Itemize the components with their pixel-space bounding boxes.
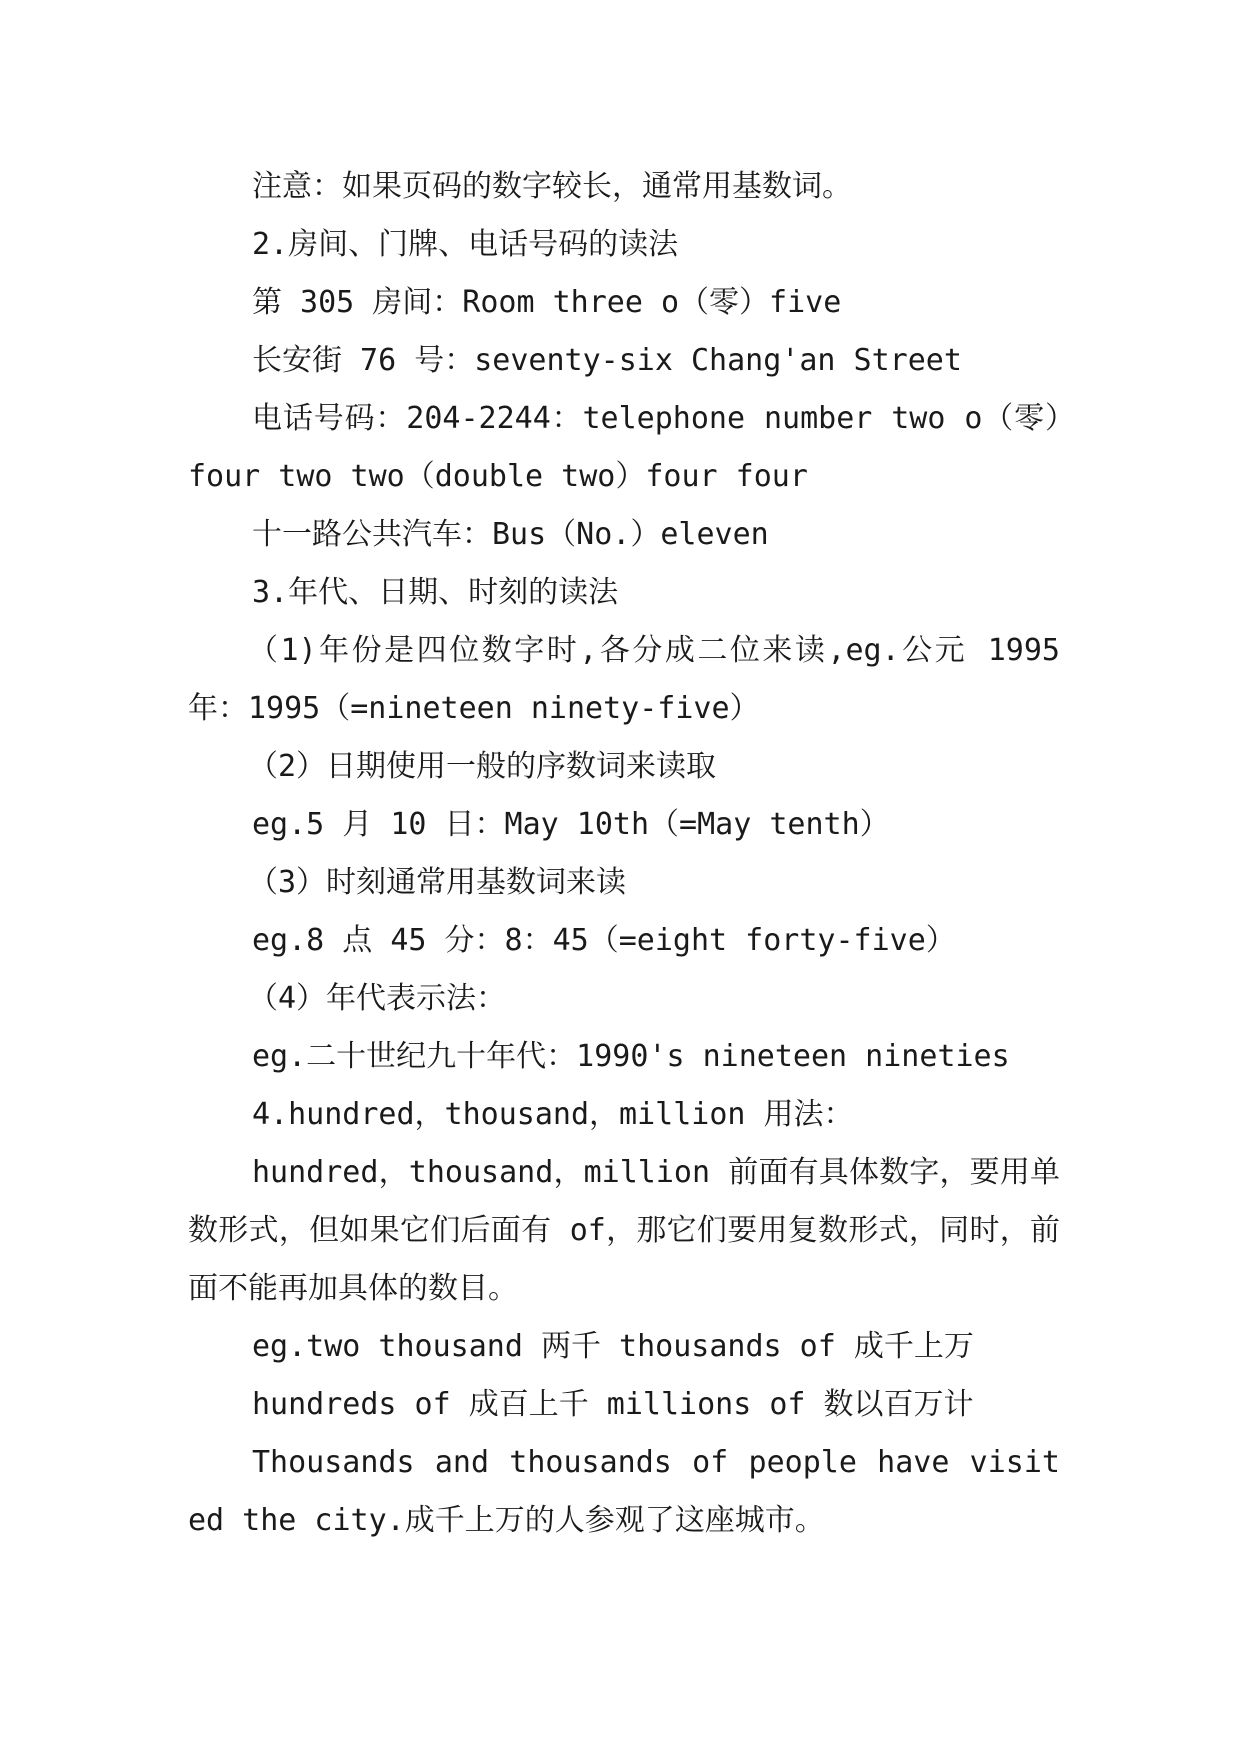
heading-hundred-thousand-million: 4.hundred，thousand，million 用法： — [252, 1097, 854, 1132]
paragraph-time-example: eg.8 点 45 分：8：45（=eight forty-five） — [252, 923, 956, 958]
paragraph-room-number: 第 305 房间：Room three o（零）five — [252, 285, 842, 320]
paragraph-date-example: eg.5 月 10 日：May 10th（=May tenth） — [252, 807, 890, 842]
paragraph-decade-example: eg.二十世纪九十年代：1990's nineteen nineties — [252, 1039, 1010, 1074]
paragraph-year-reading: （1)年份是四位数字时,各分成二位来读,eg.公元 1995 年：1995（=nineteen ninety-five） — [188, 633, 1060, 726]
document-body — [188, 158, 1060, 1550]
paragraph-time-reading: （3）时刻通常用基数词来读 — [248, 865, 627, 900]
paragraph-example-hundreds: hundreds of 成百上千 millions of 数以百万计 — [252, 1387, 974, 1422]
paragraph-telephone-number: 电话号码：204-2244：telephone number two o（零）four two two（double two）four four — [188, 401, 1060, 494]
heading-years-dates-times: 3.年代、日期、时刻的读法 — [252, 575, 619, 610]
heading-room-door-phone: 2.房间、门牌、电话号码的读法 — [252, 227, 679, 262]
paragraph-example-thousand: eg.two thousand 两千 thousands of 成千上万 — [252, 1329, 974, 1364]
paragraph-note-page-number: 注意：如果页码的数字较长，通常用基数词。 — [252, 169, 852, 204]
paragraph-example-sentence: Thousands and thousands of people have visited the city.成千上万的人参观了这座城市。 — [188, 1445, 1060, 1538]
paragraph-date-reading: （2）日期使用一般的序数词来读取 — [248, 749, 717, 784]
paragraph-bus-number: 十一路公共汽车：Bus（No.）eleven — [252, 517, 769, 552]
paragraph-decade-notation: （4）年代表示法： — [248, 981, 507, 1016]
paragraph-usage-rule: hundred，thousand，million 前面有具体数字，要用单数形式，但如果它们后面有 of，那它们要用复数形式，同时，前面不能再加具体的数目。 — [188, 1155, 1060, 1306]
paragraph-street-number: 长安街 76 号：seventy-six Chang'an Street — [252, 343, 962, 378]
